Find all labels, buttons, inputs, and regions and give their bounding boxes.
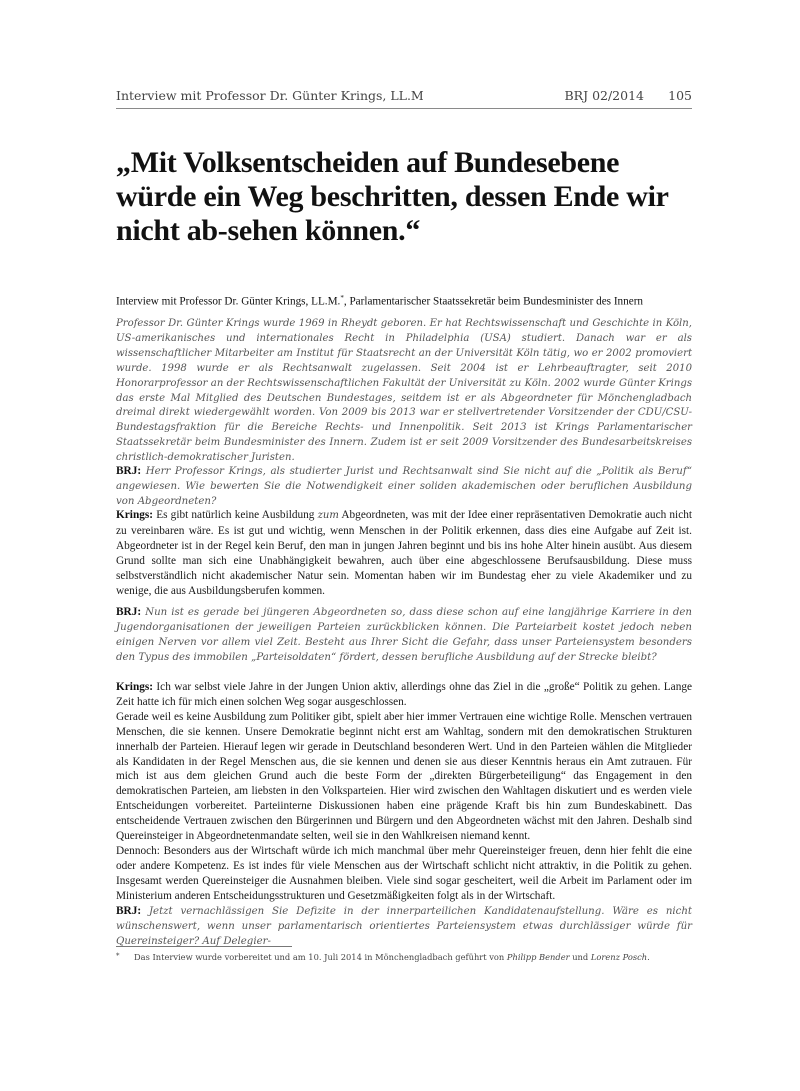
footnote-text: Das Interview wurde vorbereitet und am 10. Juli 2014 in Mönchengladbach geführt von	[134, 952, 505, 962]
question-text: Jetzt vernachlässigen Sie Defizite in der innerparteilichen Kandidatenaufstellung. Wäre es nicht wünschenswert, wenn unser parlamentarisch orientiertes Parteiensystem etwas durchlässiger würde für Quereinsteiger? Auf Delegier-	[116, 906, 692, 947]
answer-emphasis: zum	[317, 510, 339, 521]
article-title: „Mit Volksentscheiden auf Bundesebene würde ein Weg beschritten, dessen Ende wir nicht ab-sehen können.“	[116, 146, 669, 247]
byline-name: Interview mit Professor Dr. Günter Krings, LL.M.	[116, 295, 341, 308]
question-text: Herr Professor Krings, als studierter Jurist und Rechtsanwalt sind Sie nicht auf die „Politik als Beruf“ angewiesen. Wie bewerten Sie die Notwendigkeit einer soliden akademischen oder beruflichen Ausbildung von Abgeordneten?	[116, 466, 692, 507]
header-journal-issue: BRJ 02/2014	[564, 88, 644, 103]
byline	[116, 294, 696, 308]
speaker-label: BRJ:	[116, 606, 142, 618]
answer-paragraph	[116, 680, 692, 710]
byline-position: , Parlamentarischer Staatssekretär beim Bundesminister des Innern	[343, 295, 644, 308]
footnote-divider	[116, 946, 292, 947]
speaker-label: BRJ:	[116, 905, 142, 917]
answer-text: Es gibt natürlich keine Ausbildung	[156, 509, 315, 521]
question-2	[116, 605, 692, 665]
footnote-author-1: Philipp Bender	[506, 952, 570, 962]
footnote-connector: und	[572, 952, 589, 962]
question-1	[116, 464, 692, 509]
footnote-marker: *	[116, 952, 120, 960]
footnote-author-2: Lorenz Posch	[590, 952, 648, 962]
footnote	[116, 952, 692, 962]
speaker-label: Krings:	[116, 681, 154, 693]
footnote-end: .	[647, 952, 650, 962]
answer-paragraph: Dennoch: Besonders aus der Wirtschaft würde ich mich manchmal über mehr Quereinsteiger freuen, denn hier fehlt die eine oder andere Kompetenz. Es ist indes für viele Menschen aus der Wirtschaft schlicht nicht attraktiv, in die Politik zu gehen. Insgesamt werden Quereinsteiger die Ausnahmen bleiben. Viele sind sogar gescheitert, weil die Arbeit im Parlament oder im Ministerium anderen Entscheidungsstrukturen und Gesetzmäßigkeiten folgt als in der Wirtschaft.	[116, 844, 692, 902]
answer-text: Abgeordneten, was mit der Idee einer repräsentativen Demokratie auch nicht zu vereinbaren wäre. Es ist gut und wichtig, wenn Menschen in der Politik erkennen, dass dies eine Aufgabe auf Zeit ist. Abgeordneter ist in der Regel kein Beruf, den man in jungen Jahren beginnt und bis ins hohe Alter hinein ausübt. Aus diesem Grund sollte man sich eine Unabhängigkeit bewahren, auch über eine abgeschlossene Berufsausbildung. Diese muss selbstverständlich nicht akademischer Natur sein. Momentan haben wir im Bundestag eher zu viele Akademiker und zu wenige, die aus Ausbildungsberufen kommen.	[116, 509, 692, 597]
speaker-label: Krings:	[116, 509, 154, 521]
answer-2	[116, 680, 692, 904]
header-article-title: Interview mit Professor Dr. Günter Krings, LL.M	[116, 88, 424, 103]
footnote-reference[interactable]: *	[340, 294, 344, 302]
intro-biography: Professor Dr. Günter Krings wurde 1969 in Rheydt geboren. Er hat Rechtswissenschaft und Geschichte in Köln, US-amerikanisches und internationales Recht in Philadelphia (USA) studiert. Danach war er als wissenschaftlicher Mitarbeiter am Institut für Staatsrecht an der Universität Köln tätig, wo er 2002 promoviert wurde. 1998 wurde er als Rechtsanwalt zugelassen. Seit 2004 ist er Lehrbeauftragter, seit 2010 Honorarprofessor an der Rechtswissenschaftlichen Fakultät der Universität zu Köln. 2002 wurde Günter Krings das erste Mal Mitglied des Deutschen Bundestages, seitdem ist er als Abgeordneter für Mönchengladbach dreimal direkt wiedergewählt worden. Von 2009 bis 2013 war er stellvertretender Vorsitzender der CDU/CSU-Bundestagsfraktion für die Bereiche Rechts- und Innenpolitik. Seit 2013 ist Krings Parlamentarischer Staatssekretär beim Bundesminister des Innern. Zudem ist er seit 2009 Vorsitzender des Bundesarbeitskreises christlich-demokratischer Juristen.	[116, 318, 692, 464]
answer-1	[116, 508, 692, 598]
running-header	[116, 88, 692, 109]
speaker-label: BRJ:	[116, 465, 142, 477]
question-text: Nun ist es gerade bei jüngeren Abgeordneten so, dass diese schon auf eine langjährige Karriere in den Jugendorganisationen der jeweiligen Parteien zurückblicken können. Die Parteiarbeit kostet jedoch neben einigen Nerven vor allem viel Zeit. Besteht aus Ihrer Sicht die Gefahr, dass unser Parteiensystem besonders den Typus des immobilen „Parteisoldaten“ fördert, dessen berufliche Ausbildung auf der Strecke bleibt?	[116, 607, 692, 663]
question-3	[116, 904, 692, 949]
answer-text: Ich war selbst viele Jahre in der Jungen Union aktiv, allerdings ohne das Ziel in die „große“ Politik zu gehen. Lange Zeit hatte ich für mich einen solchen Weg sogar ausgeschlossen.	[116, 681, 692, 708]
answer-paragraph: Gerade weil es keine Ausbildung zum Politiker gibt, spielt aber hier immer Vertrauen eine wichtige Rolle. Menschen vertrauen Menschen, die sie kennen. Unsere Demokratie beginnt nicht erst am Wahltag, sondern mit den demokratischen Strukturen innerhalb der Parteien. Hierauf legen wir gerade in Deutschland besonderen Wert. Und in den Parteien wählen die Mitglieder als Kandidaten in der Regel Menschen aus, die sie kennen und denen sie aus dieser Kenntnis heraus ein Amt zutrauen. Für mich ist aus dem gleichen Grund auch die beste Form der „direkten Bürgerbeteiligung“ das Engagement in den demokratischen Parteien, am liebsten in den Volksparteien. Hier wird zwischen den Wahltagen diskutiert und es werden viele Entscheidungen vorbereitet. Parteiinterne Diskussionen haben eine prägende Kraft bis hin zum Bundeskabinett. Das entscheidende Vertrauen zwischen den Bürgerinnen und Bürgern und den Abgeordneten wächst mit den Jahren. Deshalb sind Quereinsteiger in Abgeordnetenmandate selten, weil sie in den Wahlkreisen niemand kennt.	[116, 710, 692, 843]
page-number: 105	[668, 88, 692, 103]
